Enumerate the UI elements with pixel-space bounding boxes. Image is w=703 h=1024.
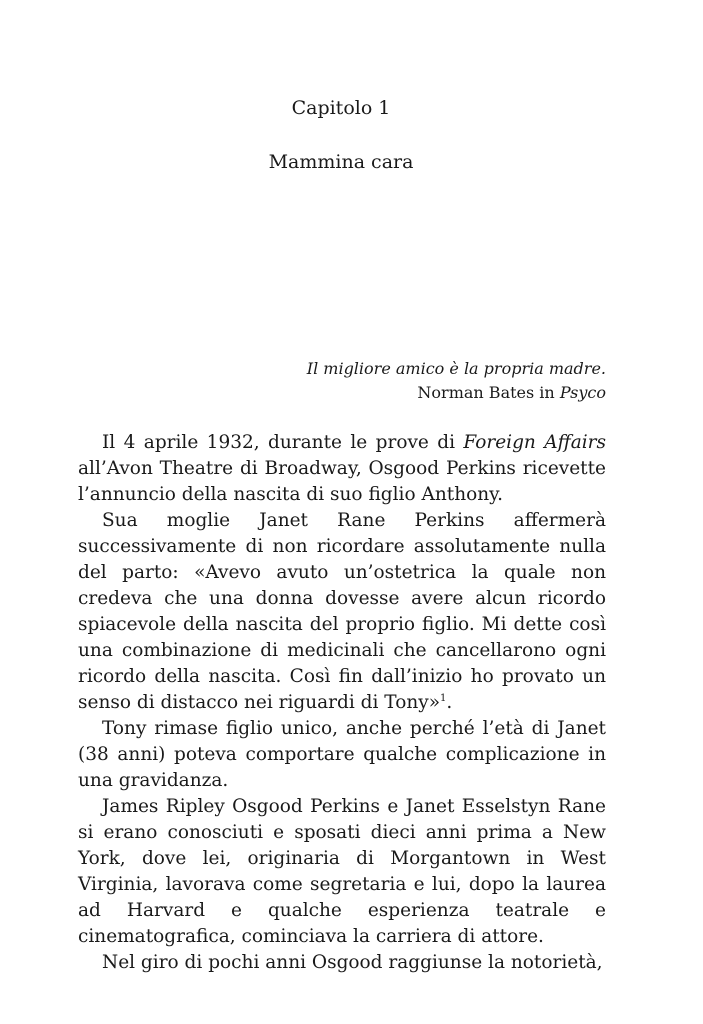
chapter-number: Capitolo 1: [291, 97, 391, 119]
paragraph-text: all’Avon Theatre di Broadway, Osgood Perkins ricevette l’annuncio della nascita di suo figlio Anthony.: [78, 458, 606, 505]
footnote-reference[interactable]: 1: [440, 692, 447, 704]
epigraph-source: [307, 381, 606, 405]
epigraph-quote: Il migliore amico è la propria madre.: [306, 359, 606, 378]
chapter-body: [78, 430, 606, 976]
epigraph: [307, 357, 606, 405]
paragraph-end: .: [446, 692, 453, 713]
paragraph: Nel giro di pochi anni Osgood raggiunse la notorietà,: [102, 952, 603, 973]
paragraph: [78, 430, 606, 508]
paragraph-text: Sua moglie Janet Rane Perkins affermerà successivamente di non ricordare assolutamente nulla del parto: «Avevo avuto un’ostetrica la quale non credeva che una donna dovesse avere alcun ricordo spiacevole della nascita del proprio figlio. Mi dette così una combinazione di medicinali che cancellarono ogni ricordo della nascita. Così fin dall’inizio ho provato un senso di distacco nei riguardi di Tony»: [78, 510, 606, 713]
chapter-title: Mammina cara: [268, 151, 414, 173]
work-title: Foreign Affairs: [463, 432, 606, 453]
epigraph-work: Psyco: [559, 383, 606, 402]
paragraph: James Ripley Osgood Perkins e Janet Esselstyn Rane si erano conosciuti e sposati dieci anni prima a New York, dove lei, originaria di Morgantown in West Virginia, lavorava come segretaria e lui, dopo la laurea ad Harvard e qualche esperienza teatrale e cinematografica, cominciava la carriera di attore.: [78, 796, 606, 947]
paragraph-text: Il 4 aprile 1932, durante le prove di: [102, 432, 464, 453]
paragraph: [78, 508, 606, 716]
paragraph: Tony rimase figlio unico, anche perché l’età di Janet (38 anni) poteva comportare qualche complicazione in una gravidanza.: [78, 718, 606, 791]
epigraph-author: Norman Bates in: [417, 383, 560, 402]
